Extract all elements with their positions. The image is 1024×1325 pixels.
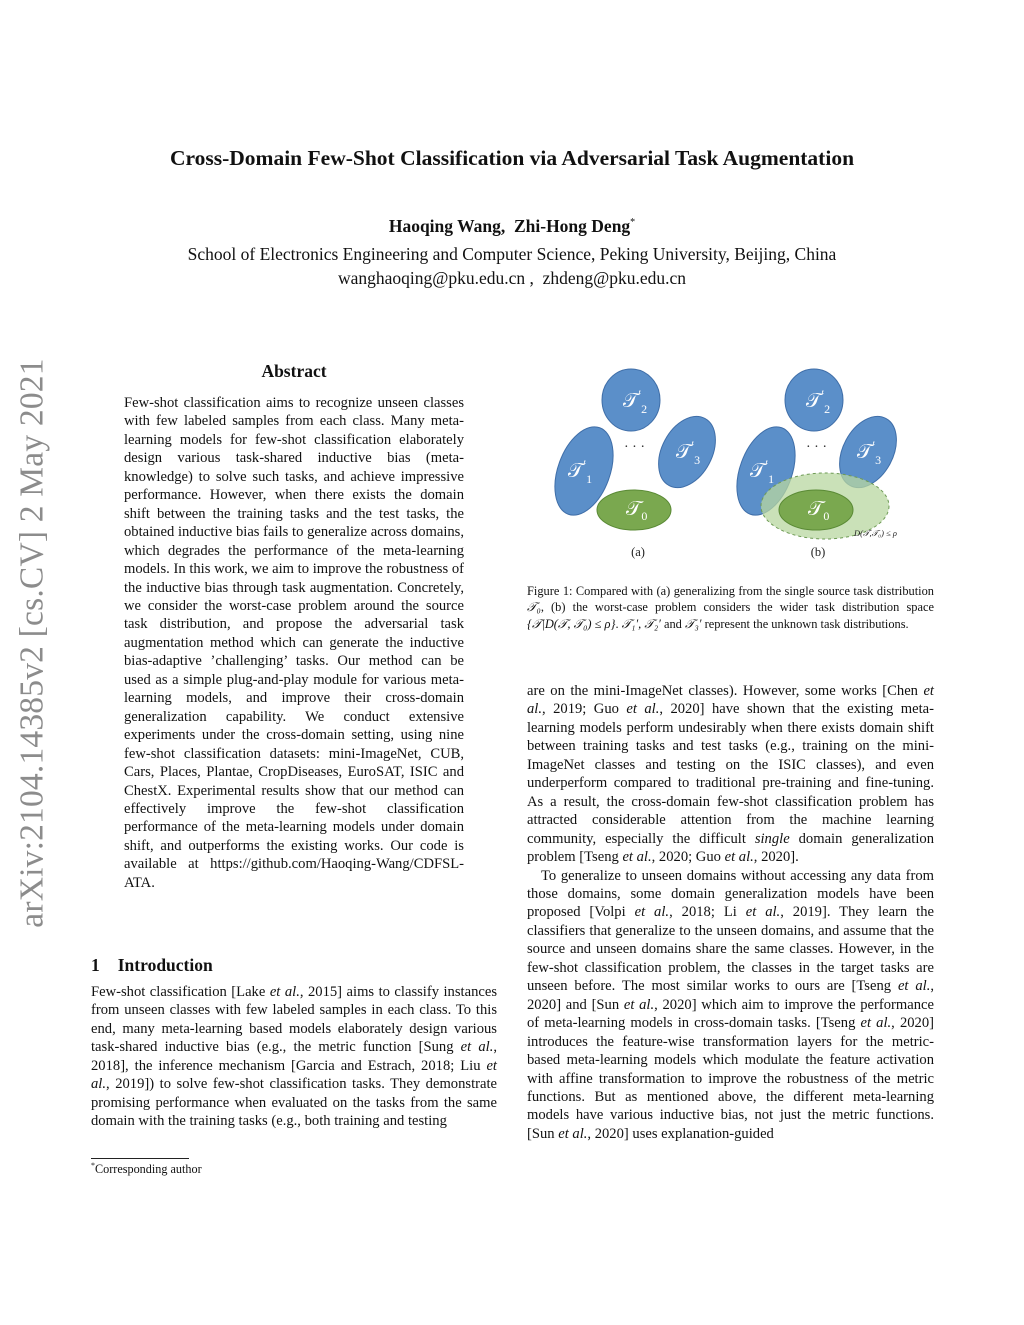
- citation-etal: et al.: [91, 1057, 497, 1093]
- text-run: , 2015] aims to classify instances from unseen classes with few labeled samples in each class. To this end, many meta-learning based models elaborately design various task-shared inductive bias (e.g., the metric function [Sung: [91, 984, 497, 1056]
- math-inline: 𝒯₀: [527, 600, 541, 615]
- paper-title: Cross-Domain Few-Shot Classification via Adversarial Task Augmentation: [169, 146, 855, 170]
- panel-b: [726, 369, 908, 559]
- math-letter: 𝒯: [676, 441, 692, 463]
- subscript: 0: [823, 509, 830, 523]
- arxiv-stamp: [8, 355, 58, 930]
- text-run: Few-shot classification [Lake: [91, 984, 270, 1000]
- text-run: , 2020].: [753, 849, 799, 866]
- text-run: Figure 1: Compared with (a) generalizing from the single source task distribution: [527, 584, 934, 598]
- citation-etal: et al.: [626, 701, 660, 718]
- subscript: 1: [768, 472, 775, 486]
- citation-etal: et al.: [527, 683, 934, 718]
- emphasis: single: [754, 830, 790, 847]
- citation-etal: et al.: [860, 1015, 892, 1032]
- section-title: Introduction: [117, 955, 213, 975]
- citation-etal: et al.: [724, 849, 754, 866]
- subscript: 0: [641, 509, 648, 523]
- prime: ′: [691, 438, 695, 453]
- section-heading: [91, 955, 213, 976]
- prime: ′: [872, 438, 876, 453]
- text-run: , (b) the worst-case problem considers the wider task distribution space: [540, 600, 934, 615]
- figure-diagram: [540, 365, 940, 565]
- math-letter: 𝒯: [808, 498, 824, 520]
- figure-caption: [527, 583, 934, 632]
- constraint-label: D(𝒯,𝒯₀) ≤ ρ: [854, 528, 897, 538]
- math-letter: 𝒯: [626, 498, 642, 520]
- panel-b-label: (b): [810, 545, 826, 559]
- text-run: , 2018; Li: [669, 904, 746, 921]
- math-letter: 𝒯: [623, 390, 639, 412]
- subscript: 1: [586, 472, 593, 486]
- abstract-heading: Abstract: [261, 361, 327, 381]
- right-column-body: [527, 682, 934, 1143]
- citation-etal: et al.: [897, 978, 931, 995]
- math-inline: 𝒯₃′: [684, 616, 702, 631]
- author-list: [0, 216, 1024, 237]
- author-name: Haoqing Wang: [388, 216, 501, 236]
- section-number: 1: [91, 955, 100, 975]
- prime: ′: [821, 387, 825, 402]
- text-run: , 2020; Guo: [651, 849, 725, 866]
- math-letter: 𝒯: [568, 460, 584, 482]
- text-run: and: [660, 616, 685, 631]
- math-letter: 𝒯: [750, 460, 766, 482]
- subscript: 2: [824, 402, 831, 416]
- ellipsis: · · ·: [806, 440, 827, 455]
- subscript: 2: [641, 402, 648, 416]
- footnote-mark: *: [91, 1161, 95, 1170]
- footnote: [91, 1161, 202, 1177]
- citation-etal: et al.: [460, 1039, 494, 1056]
- ellipsis: · · ·: [624, 440, 645, 455]
- abstract-text: Few-shot classification aims to recognize unseen classes with few labeled samples from each class. Many meta-learning models for few-shot classification elaborately design various task-shared inductive bias (meta-knowledge) to solve such tasks, and achieve impressive performance. However, when there exists the domain shift between the training tasks and the test tasks, the obtained inductive bias fails to generalize across domains, which degrades the performance of the meta-learning models. In this work, we aim to improve the robustness of the inductive bias through task augmentation. Concretely, we consider the worst-case problem around the source task distribution, and propose the adversarial task augmentation method which can generate the inductive bias-adaptive ’challenging’ tasks. Our method can be used as a simple plug-and-play module for various meta-learning models, and improve their cross-domain generalization capability. We conduct extensive experiments under the cross-domain setting, using nine few-shot classification datasets: mini-ImageNet, CUB, Cars, Places, Plantae, CropDiseases, EuroSAT, ISIC and ChestX. Experimental results show that our method can effectively improve the few-shot classification performance of the meta-learning models under domain shift, and outperforms the existing works. Our code is available at https://github.com/Haoqing-Wang/CDFSL-ATA.: [124, 395, 464, 891]
- text-run: , 2020] and [Sun: [527, 978, 934, 1013]
- text-run: , 2020] uses explanation-guided: [587, 1125, 774, 1142]
- footnote-mark: *: [630, 217, 636, 229]
- text-run: , 2019; Guo: [542, 701, 627, 718]
- arxiv-identifier: arXiv:2104.14385v2 [cs.CV] 2 May 2021: [14, 357, 51, 928]
- citation-etal: et al.: [269, 984, 300, 1000]
- citation-etal: et al.: [634, 904, 670, 921]
- intro-paragraph: [91, 983, 497, 1131]
- math-letter: 𝒯: [806, 390, 822, 412]
- panel-a: [544, 369, 727, 559]
- text-run: represent the unknown task distributions.: [701, 616, 909, 631]
- citation-etal: et al.: [623, 996, 655, 1013]
- citation-etal: et al.: [622, 849, 652, 866]
- text-run: , 2019]) to solve few-shot classification tasks. They demonstrate promising performance when evaluated on the tasks from the same domain with the training tasks (e.g., both training and testing: [91, 1076, 497, 1130]
- prime: ′: [765, 457, 769, 472]
- author-emails: wanghaoqing@pku.edu.cn , zhdeng@pku.edu.cn: [337, 268, 687, 288]
- subscript: 3: [875, 453, 882, 467]
- text-run: , 2020] have shown that the existing meta-learning models perform undesirably when there exists domain shift between training tasks and test tasks (e.g., training on the mini-ImageNet classes and testing on the ISIC classes), and even underperform compared to traditional pre-training and fine-tuning. As a result, the cross-domain few-shot classification problem has attracted considerable attention from the machine learning community, especially the difficult: [527, 701, 934, 847]
- text-run: , 2020] introduces the feature-wise transformation layers for the metric-based meta-learning models which modulate the feature activation with affine transformation to improve the robustness of the metric functions. But as mentioned above, the different meta-learning models have various inductive bias, not just the metric functions. [Sun: [527, 1015, 934, 1142]
- text-run: , 2018], the inference mechanism [Garcia and Estrach, 2018; Liu: [91, 1039, 497, 1074]
- author-separator: ,: [500, 216, 514, 236]
- math-inline: {𝒯|D(𝒯, 𝒯₀) ≤ ρ}: [527, 616, 616, 631]
- math-inline: 𝒯₁′, 𝒯₂′: [621, 616, 661, 631]
- paragraph: [527, 682, 934, 867]
- citation-etal: et al.: [745, 904, 781, 921]
- subscript: 3: [694, 453, 701, 467]
- paragraph: [91, 983, 497, 1131]
- footnote-text: Corresponding author: [95, 1162, 202, 1177]
- figure-1: [540, 365, 940, 565]
- paragraph: [527, 867, 934, 1144]
- footnote-rule: [91, 1158, 189, 1159]
- prime: ′: [583, 457, 587, 472]
- text-run: are on the mini-ImageNet classes). However, some works [Chen: [527, 683, 924, 699]
- text-run: .: [615, 616, 622, 631]
- panel-a-label: (a): [631, 545, 645, 559]
- text-run: domain generalization problem [Tseng: [527, 830, 934, 866]
- affiliation: School of Electronics Engineering and Computer Science, Peking University, Beijing, China: [187, 244, 837, 264]
- prime: ′: [638, 387, 642, 402]
- text-run: , 2020] which aim to improve the performance of meta-learning models in cross-domain tasks. [Tseng: [527, 996, 934, 1032]
- author-name: Zhi-Hong Deng: [513, 216, 631, 236]
- math-letter: 𝒯: [857, 441, 873, 463]
- citation-etal: et al.: [558, 1125, 588, 1142]
- text-run: To generalize to unseen domains without accessing any data from those domains, some domain generalization models have been proposed [Volpi: [527, 867, 934, 921]
- text-run: , 2019]. They learn the classifiers that generalize to the unseen domains, and assume that the source and unseen domains share the same classes. However, in the few-shot classification problem, the classes in the target tasks are unseen before. The most similar works to ours are [Tseng: [527, 904, 934, 995]
- abstract-body: [124, 394, 464, 892]
